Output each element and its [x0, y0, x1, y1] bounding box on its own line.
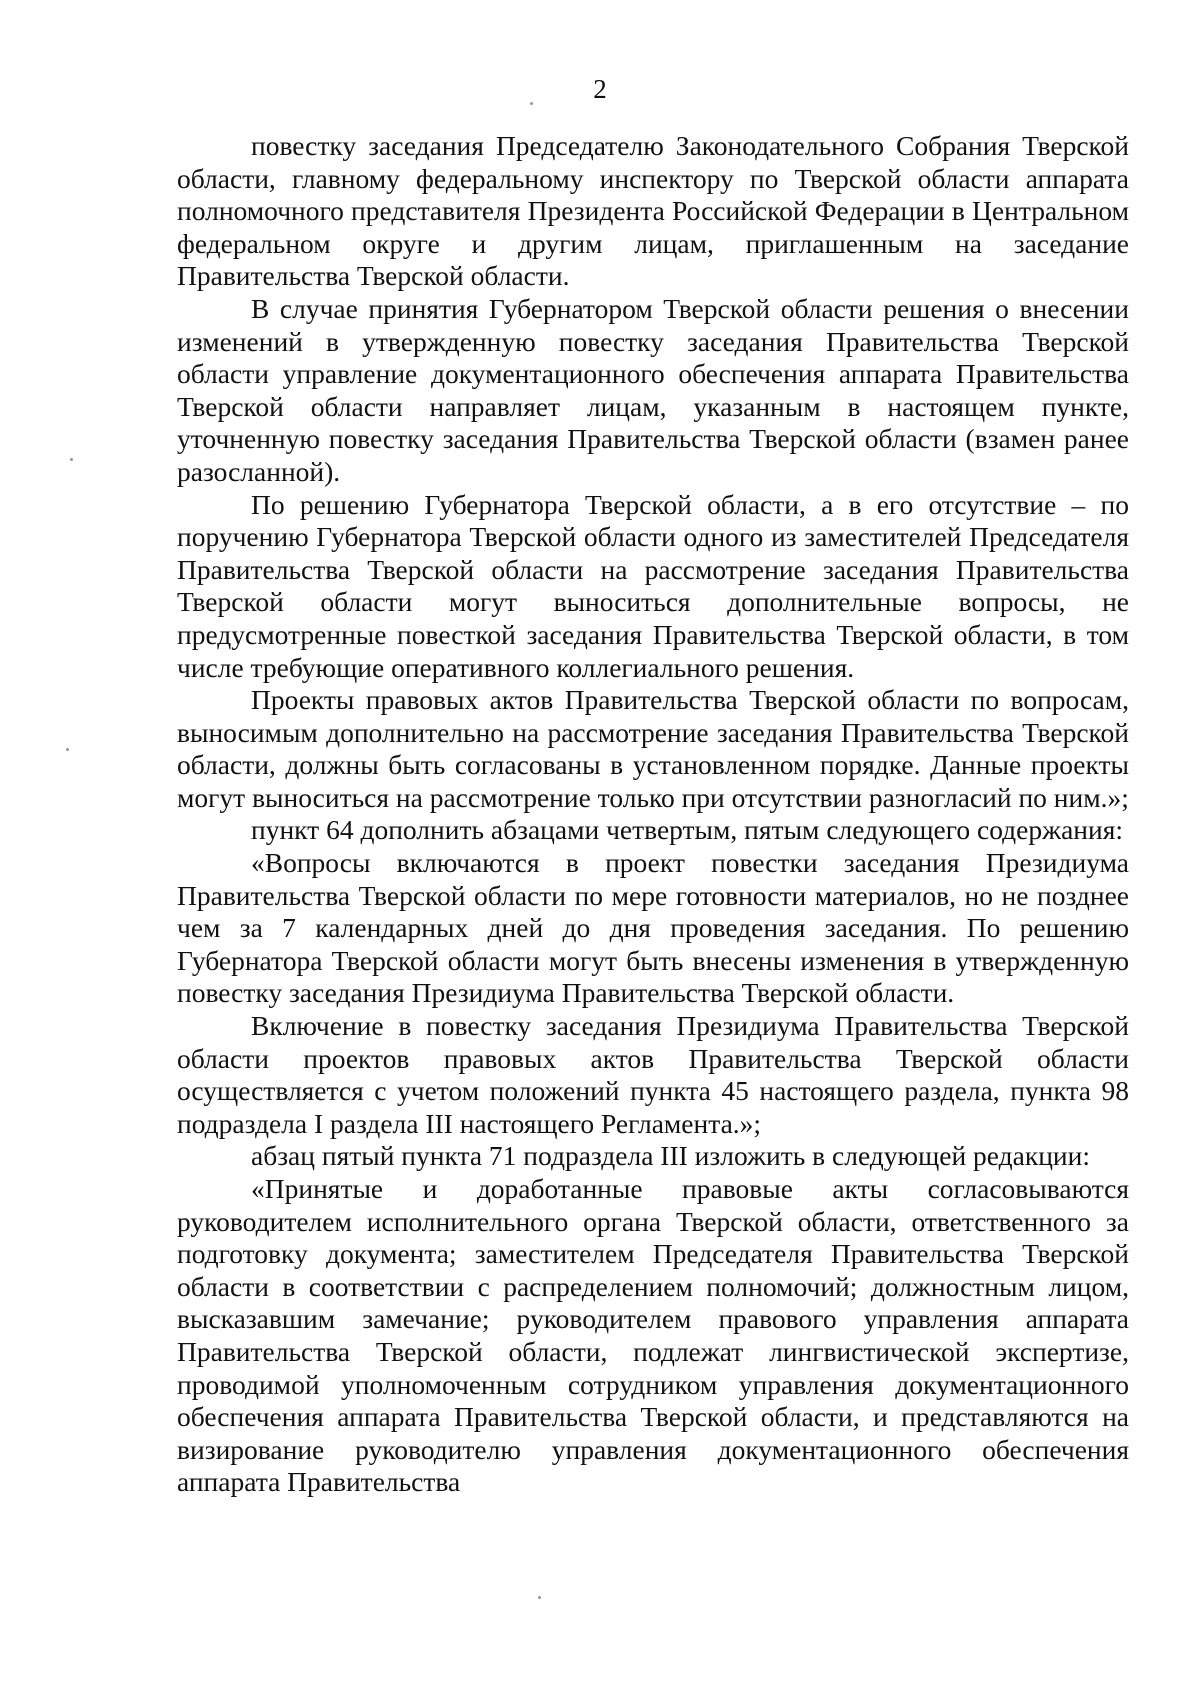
page-number: 2: [593, 74, 607, 104]
paragraph: пункт 64 дополнить абзацами четвертым, пятым следующего содержания:: [251, 814, 1124, 846]
paragraph: В случае принятия Губернатором Тверской области решения о внесении изменений в утвержденную повестку заседания Правительства Тверской области управление документационного обеспечения аппарата Правительства Тверской области направляет лицам, указанным в настоящем пункте, уточненную повестку заседания Правительства Тверской области (взамен ранее разосланной).: [177, 292, 1129, 487]
paragraph: Включение в повестку заседания Президиума Правительства Тверской области проектов правовых актов Правительства Тверской области осуществляется с учетом положений пункта 45 настоящего раздела, пункта 98 подраздела I раздела III настоящего Регламента.»;: [177, 1010, 1129, 1139]
paragraph: повестку заседания Председателю Законодательного Собрания Тверской области, главному федеральному инспектору по Тверской области аппарата полномочного представителя Президента Российской Федерации в Центральном федеральном округе и другим лицам, приглашенным на заседание Правительства Тверской области.: [177, 130, 1129, 292]
paragraph: «Принятые и доработанные правовые акты согласовываются руководителем исполнительного органа Тверской области, ответственного за подготовку документа; заместителем Председателя Правительства Тверской области в соответствии с распределением полномочий; должностным лицом, высказавшим замечание; руководителем правового управления аппарата Правительства Тверской области, подлежат лингвистической экспертизе, проводимой уполномоченным сотрудником управления документационного обеспечения аппарата Правительства Тверской области, и представляются на визирование руководителю управления документационного обеспечения аппарата Правительства: [177, 1173, 1129, 1498]
paragraph: Проекты правовых актов Правительства Тверской области по вопросам, выносимым дополнительно на рассмотрение заседания Правительства Тверской области, должны быть согласованы в установленном порядке. Данные проекты могут выноситься на рассмотрение только при отсутствии разногласий по ним.»;: [177, 684, 1129, 813]
scan-speck: [538, 1596, 541, 1599]
paragraph: абзац пятый пункта 71 подраздела III изложить в следующей редакции:: [251, 1140, 1090, 1172]
document-body: [177, 130, 1129, 1499]
paragraph: «Вопросы включаются в проект повестки заседания Президиума Правительства Тверской области по мере готовности материалов, но не позднее чем за 7 календарных дней до дня проведения заседания. По решению Губернатора Тверской области могут быть внесены изменения в утвержденную повестку заседания Президиума Правительства Тверской области.: [177, 847, 1129, 1009]
scan-speck: [530, 102, 533, 105]
scan-speck: [70, 458, 73, 461]
scan-speck: [66, 748, 69, 751]
paragraph: По решению Губернатора Тверской области, а в его отсутствие – по поручению Губернатора Тверской области одного из заместителей Председателя Правительства Тверской области на рассмотрение заседания Правительства Тверской области могут выноситься дополнительные вопросы, не предусмотренные повесткой заседания Правительства Тверской области, в том числе требующие оперативного коллегиального решения.: [177, 488, 1129, 683]
